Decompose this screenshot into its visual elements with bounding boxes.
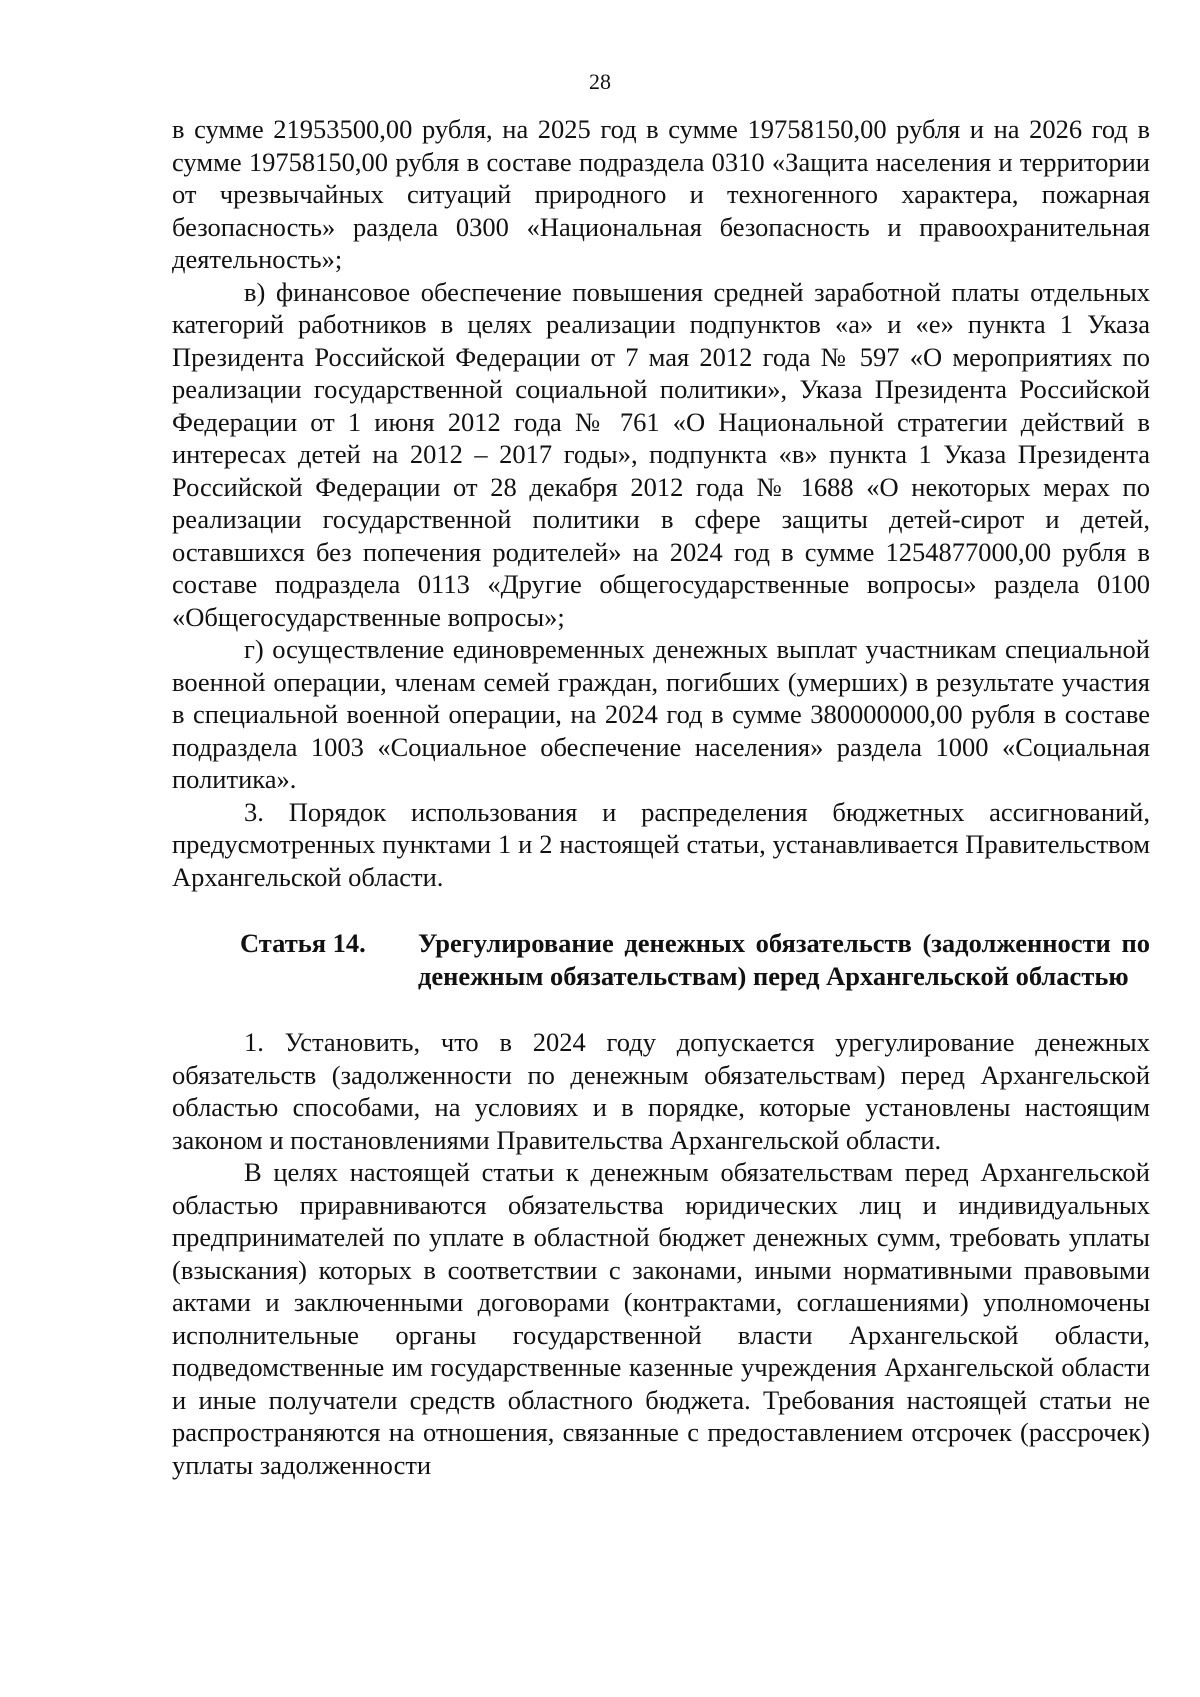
paragraph-point-1: 1. Установить, что в 2024 году допускается урегулирование денежных обязательств (задолженности по денежным обязательствам) перед Архангельской областью способами, на условиях и в порядке, которые установлены настоящим законом и постановлениями Правительства Архангельской области. [172, 1027, 1150, 1155]
article-heading [172, 927, 1150, 992]
paragraph-item-v: в) финансовое обеспечение повышения средней заработной платы отдельных категорий работников в целях реализации подпунктов «а» и «е» пункта 1 Указа Президента Российской Федерации от 7 мая 2012 года № 597 «О мероприятиях по реализации государственной социальной политики», Указа Президента Российской Федерации от 1 июня 2012 года № 761 «О Национальной стратегии действий в интересах детей на 2012 – 2017 годы», подпункта «в» пункта 1 Указа Президента Российской Федерации от 28 декабря 2012 года № 1688 «О некоторых мерах по реализации государственной политики в сфере защиты детей-сирот и детей, оставшихся без попечения родителей» на 2024 год в сумме 1254877000,00 рубля в составе подраздела 0113 «Другие общегосударственные вопросы» раздела 0100 «Общегосударственные вопросы»; [172, 276, 1150, 632]
page-number: 28 [589, 69, 611, 94]
article-number: Статья 14. [240, 928, 366, 958]
document-body [172, 113, 1150, 1481]
paragraph-definition: В целях настоящей статьи к денежным обязательствам перед Архангельской областью приравниваются обязательства юридических лиц и индивидуальных предпринимателей по уплате в областной бюджет денежных сумм, требовать уплаты (взыскания) которых в соответствии с законами, иными нормативными правовыми актами и заключенными договорами (контрактами, соглашениями) уполномочены исполнительные органы государственной власти Архангельской области, подведомственные им государственные казенные учреждения Архангельской области и иные получатели средств областного бюджета. Требования настоящей статьи не распространяются на отношения, связанные с предоставлением отсрочек (рассрочек) уплаты задолженности [172, 1157, 1150, 1480]
paragraph-point-3: 3. Порядок использования и распределения бюджетных ассигнований, предусмотренных пунктами 1 и 2 настоящей статьи, устанавливается Правительством Архангельской области. [172, 796, 1150, 892]
article-title: Урегулирование денежных обязательств (задолженности по денежным обязательствам) перед Архангельской областью [418, 928, 1150, 991]
paragraph-continuation: в сумме 21953500,00 рубля, на 2025 год в сумме 19758150,00 рубля и на 2026 год в сумме 19758150,00 рубля в составе подраздела 0310 «Защита населения и территории от чрезвычайных ситуаций природного и техногенного характера, пожарная безопасность» раздела 0300 «Национальная безопасность и правоохранительная деятельность»; [172, 114, 1150, 274]
paragraph-item-g: г) осуществление единовременных денежных выплат участникам специальной военной операции, членам семей граждан, погибших (умерших) в результате участия в специальной военной операции, на 2024 год в сумме 380000000,00 рубля в составе подраздела 1003 «Социальное обеспечение населения» раздела 1000 «Социальная политика». [172, 634, 1150, 794]
